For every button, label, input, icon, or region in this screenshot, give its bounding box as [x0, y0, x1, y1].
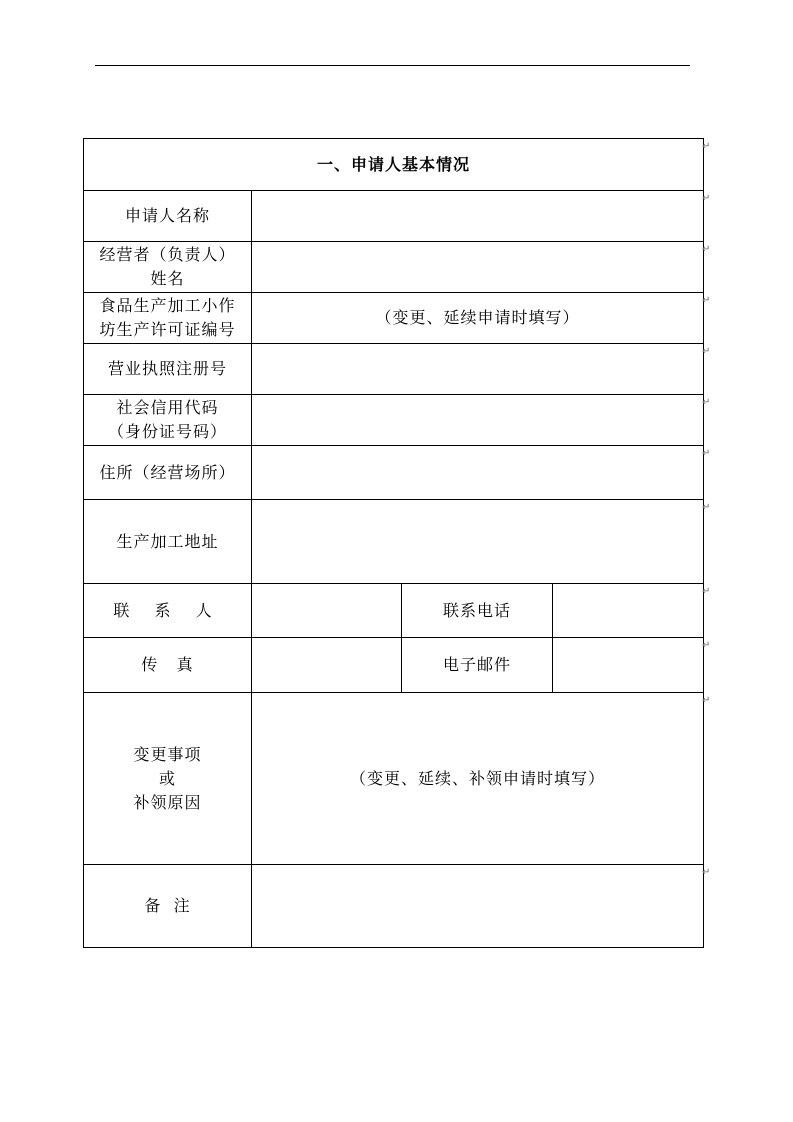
remarks-label-text: 备 注: [144, 896, 191, 915]
applicant-name-field[interactable]: [252, 191, 704, 242]
paragraph-mark: ↵: [702, 867, 711, 878]
fax-label: [84, 638, 252, 693]
paragraph-mark: ↵: [702, 244, 711, 255]
remarks-label: [84, 865, 252, 948]
contact-label: [84, 584, 252, 638]
fax-label-text: 传 真: [141, 655, 194, 674]
business-license-field[interactable]: [252, 344, 704, 395]
paragraph-mark: ↵: [702, 295, 711, 306]
paragraph-mark: ↵: [702, 640, 711, 651]
paragraph-mark: ↵: [702, 448, 711, 459]
applicant-info-table: [83, 138, 704, 948]
license-number-field[interactable]: （变更、延续申请时填写）: [252, 293, 704, 344]
paragraph-mark: ↵: [702, 586, 711, 597]
change-reason-label-text: 变更事项 或 补领原因: [133, 744, 202, 812]
email-field[interactable]: [553, 638, 704, 693]
email-label: 电子邮件: [402, 638, 553, 693]
paragraph-mark: ↵: [702, 193, 711, 204]
credit-code-label-text: 社会信用代码 （身份证号码）: [107, 398, 227, 441]
change-reason-label: [84, 693, 252, 865]
credit-code-field[interactable]: [252, 395, 704, 446]
business-license-label: 营业执照注册号: [84, 344, 252, 395]
contact-field[interactable]: [252, 584, 402, 638]
production-address-field[interactable]: [252, 500, 704, 584]
fax-field[interactable]: [252, 638, 402, 693]
paragraph-mark: ↵: [702, 346, 711, 357]
change-reason-field[interactable]: （变更、延续、补领申请时填写）: [252, 693, 704, 865]
operator-name-label-text: 经营者（负责人） 姓名: [99, 245, 236, 288]
section-title: 一、申请人基本情况: [84, 139, 704, 191]
address-field[interactable]: [252, 446, 704, 500]
operator-name-field[interactable]: [252, 242, 704, 293]
paragraph-mark: ↵: [702, 397, 711, 408]
remarks-field[interactable]: [252, 865, 704, 948]
phone-field[interactable]: [553, 584, 704, 638]
license-number-label: [84, 293, 252, 344]
operator-name-label: [84, 242, 252, 293]
credit-code-label: [84, 395, 252, 446]
contact-label-text: 联 系 人: [113, 600, 222, 620]
production-address-label: 生产加工地址: [84, 500, 252, 584]
license-number-label-text: 食品生产加工小作 坊生产许可证编号: [99, 296, 236, 339]
paragraph-mark: ↵: [702, 695, 711, 706]
applicant-name-label: 申请人名称: [84, 191, 252, 242]
phone-label: 联系电话: [402, 584, 553, 638]
address-label: 住所（经营场所）: [84, 446, 252, 500]
paragraph-mark: ↵: [702, 141, 711, 152]
header-rule: [95, 65, 690, 66]
paragraph-mark: ↵: [702, 502, 711, 513]
